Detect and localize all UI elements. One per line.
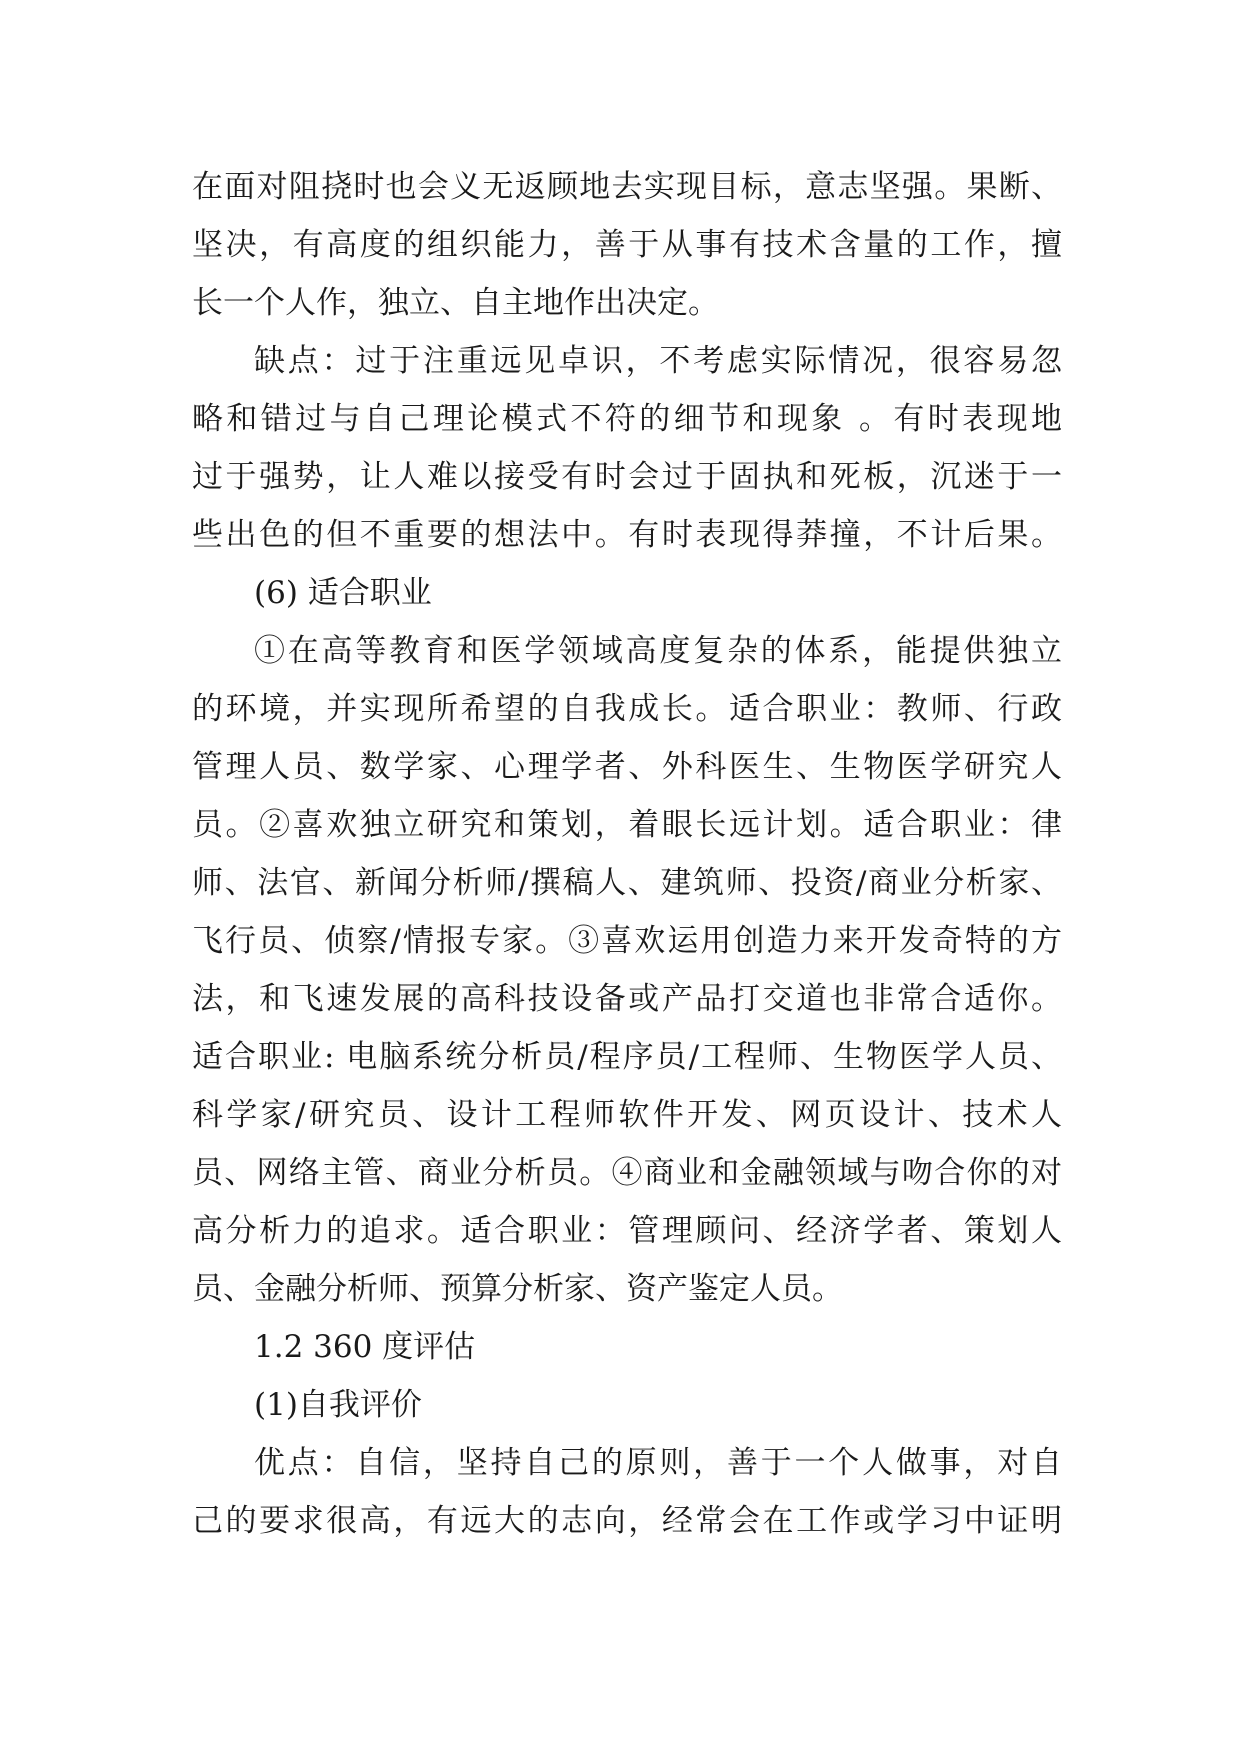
text-line: 科学家/研究员、设计工程师软件开发、网页设计、技术人 [192, 1097, 1062, 1133]
text-line: 适合职业: 电脑系统分析员/程序员/工程师、生物医学人员、 [192, 1039, 1062, 1075]
text-line: 员、金融分析师、预算分析家、资产鉴定人员。 [192, 1271, 843, 1307]
text-line: 的环境，并实现所希望的自我成长。适合职业：教师、行政 [192, 691, 1062, 727]
text-line: 坚决，有高度的组织能力，善于从事有技术含量的工作，擅 [192, 227, 1062, 263]
text-line: 略和错过与自己理论模式不符的细节和现象 。有时表现地 [192, 401, 1062, 437]
text-line: 管理人员、数学家、心理学者、外科医生、生物医学研究人 [192, 749, 1062, 785]
text-line: 己的要求很高，有远大的志向，经常会在工作或学习中证明 [192, 1503, 1062, 1539]
text-line: ①在高等教育和医学领域高度复杂的体系，能提供独立 [254, 633, 1062, 669]
text-line: 法，和飞速发展的高科技设备或产品打交道也非常合适你。 [192, 981, 1062, 1017]
text-line: (1)自我评价 [254, 1387, 422, 1423]
text-line: (6) 适合职业 [254, 575, 432, 611]
text-line: 飞行员、侦察/情报专家。③喜欢运用创造力来开发奇特的方 [192, 923, 1062, 959]
text-line: 过于强势，让人难以接受有时会过于固执和死板，沉迷于一 [192, 459, 1062, 495]
text-line: 师、法官、新闻分析师/撰稿人、建筑师、投资/商业分析家、 [192, 865, 1062, 901]
text-line: 高分析力的追求。适合职业：管理顾问、经济学者、策划人 [192, 1213, 1062, 1249]
text-line: 长一个人作，独立、自主地作出决定。 [192, 285, 719, 321]
text-line: 些出色的但不重要的想法中。有时表现得莽撞，不计后果。 [192, 517, 1062, 553]
text-line: 优点：自信，坚持自己的原则，善于一个人做事，对自 [254, 1445, 1062, 1481]
body-text [192, 158, 1062, 1550]
text-line: 1.2 360 度评估 [254, 1329, 476, 1365]
text-line: 缺点：过于注重远见卓识，不考虑实际情况，很容易忽 [254, 343, 1062, 379]
text-line: 员、网络主管、商业分析员。④商业和金融领域与吻合你的对 [192, 1155, 1062, 1191]
text-line: 在面对阻挠时也会义无返顾地去实现目标，意志坚强。果断、 [192, 169, 1062, 205]
text-line: 员。②喜欢独立研究和策划，着眼长远计划。适合职业：律 [192, 807, 1062, 843]
